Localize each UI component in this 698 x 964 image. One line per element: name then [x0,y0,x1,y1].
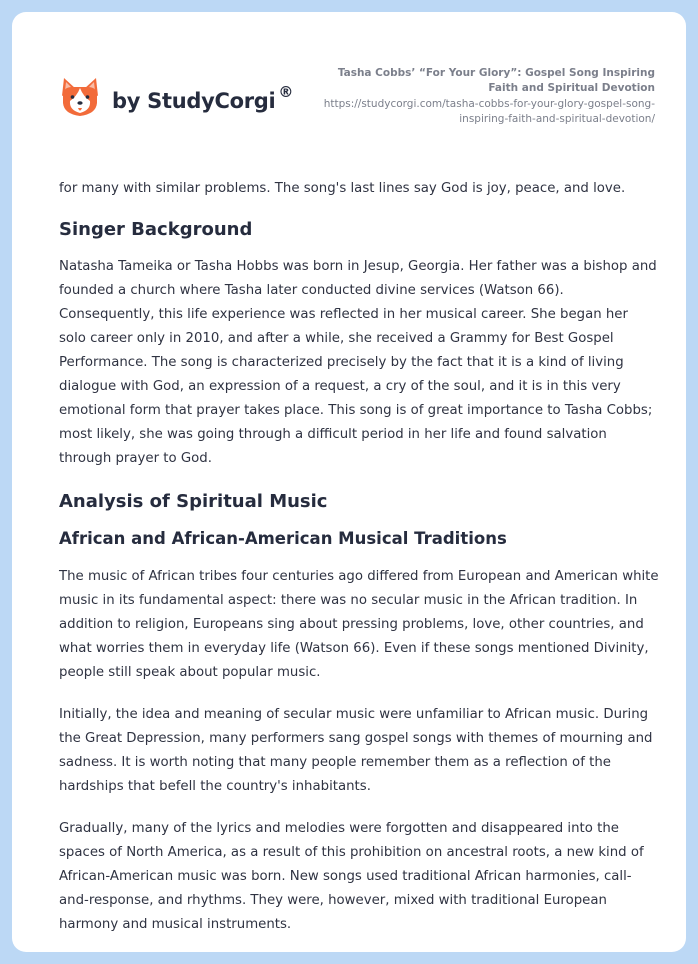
logo-wordmark: by StudyCorgi ® [112,83,294,113]
document-meta [315,66,655,127]
section-heading-singer-background: Singer Background [59,219,253,240]
document-body [59,177,659,952]
studycorgi-logo[interactable] [60,76,293,120]
section-heading-spiritual-music: Analysis of Spiritual Music [59,491,328,512]
document-url[interactable]: https://studycorgi.com/tasha-cobbs-for-your-glory-gospel-song-inspiring-faith-and-spiritual-devotion/ [323,98,655,125]
corgi-logo-icon [60,76,100,120]
subheading-musical-traditions: African and African-American Musical Traditions [59,529,507,548]
registered-mark: ® [278,83,294,101]
document-title: Tasha Cobbs’ “For Your Glory”: Gospel Song Inspiring Faith and Spiritual Devotion [337,67,655,94]
document-page [12,12,686,952]
paragraph: Gradually, many of the lyrics and melodies were forgotten and disappeared into the spaces of North America, as a result of this prohibition on ancestral roots, a new kind of African-American music was born. New songs used traditional African harmonies, call-and-response, and rhythms. They were, however, mixed with traditional European harmony and musical instruments. [59,821,644,932]
paragraph: The music of African tribes four centuries ago differed from European and American white music in its fundamental aspect: there was no secular music in the African tradition. In addition to religion, Europeans sing about pressing problems, love, other countries, and what worries them in everyday life (Watson 66). Even if these songs mentioned Divinity, people still speak about popular music. [59,569,659,680]
paragraph-singer-background: Natasha Tameika or Tasha Hobbs was born in Jesup, Georgia. Her father was a bishop and founded a church where Tasha later conducted divine services (Watson 66). Consequently, this life experience was reflected in her musical career. She began her solo career only in 2010, and after a while, she received a Grammy for Best Gospel Performance. The song is characterized precisely by the fact that it is a kind of living dialogue with God, an expression of a request, a cry of the soul, and it is in this very emotional form that prayer takes place. This song is of great importance to Tasha Cobbs; most likely, she was going through a difficult period in her life and found salvation through prayer to God. [59,259,657,466]
paragraph: Initially, the idea and meaning of secular music were unfamiliar to African music. During the Great Depression, many performers sang gospel songs with themes of mourning and sadness. It is worth noting that many people remember them as a reflection of the hardships that befell the country's inhabitants. [59,707,653,794]
intro-paragraph: for many with similar problems. The song's last lines say God is joy, peace, and love. [59,181,626,196]
